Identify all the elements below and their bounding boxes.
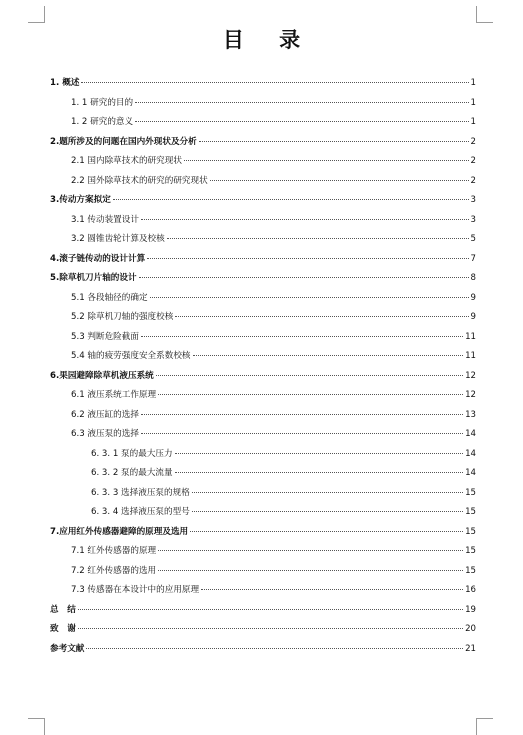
toc-entry[interactable]: [50, 308, 476, 328]
toc-entry[interactable]: [50, 230, 476, 250]
toc-entry-title: 2.题所涉及的问题在国内外现状及分析: [50, 136, 197, 147]
toc-entry-title: 6. 3. 4 选择液压泵的型号: [91, 507, 190, 517]
toc-entry-title: 3.1 传动装置设计: [71, 214, 139, 225]
toc-entry-page-number: 2: [470, 136, 476, 147]
dot-leader: [78, 628, 463, 629]
toc-entry-page-number: 13: [465, 409, 476, 420]
toc-entry[interactable]: [50, 464, 476, 484]
toc-entry[interactable]: [50, 250, 476, 270]
dot-leader: [135, 102, 468, 103]
toc-entry-title: 3.传动方案拟定: [50, 195, 111, 205]
toc-entry-page-number: 15: [465, 526, 476, 537]
toc-entry[interactable]: [50, 113, 476, 133]
toc-entry-page-number: 11: [465, 351, 476, 361]
toc-entry-page-number: 14: [465, 448, 476, 459]
toc-entry-page-number: 2: [470, 156, 476, 166]
toc-entry[interactable]: [50, 191, 476, 211]
toc-entry-title: 7.应用红外传感器避障的原理及选用: [50, 526, 189, 537]
toc-entry-title: 5.3 判断危险截面: [71, 331, 139, 342]
dot-leader: [192, 492, 463, 493]
toc-entry-title: 致 谢: [50, 624, 76, 634]
table-of-contents: [50, 74, 476, 659]
toc-entry-page-number: 11: [465, 331, 476, 342]
toc-entry[interactable]: [50, 152, 476, 172]
toc-entry-page-number: 15: [465, 546, 476, 556]
dot-leader: [201, 589, 463, 590]
crop-mark-top-left: [28, 6, 45, 23]
dot-leader: [86, 648, 463, 649]
toc-entry-page-number: 12: [465, 370, 476, 381]
toc-entry[interactable]: [50, 406, 476, 426]
dot-leader: [139, 277, 469, 278]
dot-leader: [175, 316, 468, 317]
toc-entry-title: 4.滚子链传动的设计计算: [50, 253, 146, 264]
toc-entry-page-number: 15: [465, 487, 476, 498]
toc-entry-title: 6. 3. 1 泵的最大压力: [91, 448, 173, 459]
toc-entry-title: 5.4 轴的疲劳强度安全系数校核: [71, 351, 191, 361]
dot-leader: [141, 414, 463, 415]
dot-leader: [192, 511, 463, 512]
toc-entry-title: 参考文献: [50, 643, 85, 654]
toc-entry[interactable]: [50, 601, 476, 621]
toc-entry-page-number: 1: [470, 78, 476, 88]
dot-leader: [81, 82, 468, 83]
toc-entry-title: 6.果园避障除草机液压系统: [50, 370, 154, 381]
toc-entry-title: 3.2 圆锥齿轮计算及校核: [71, 234, 165, 244]
toc-entry-title: 6.3 液压泵的选择: [71, 429, 139, 439]
toc-entry[interactable]: [50, 425, 476, 445]
toc-entry[interactable]: [50, 94, 476, 114]
toc-entry-title: 6. 3. 3 选择液压泵的规格: [91, 487, 190, 498]
toc-entry-title: 5.除草机刀片轴的设计: [50, 273, 137, 283]
toc-entry[interactable]: [50, 269, 476, 289]
toc-entry[interactable]: [50, 562, 476, 582]
toc-entry[interactable]: [50, 347, 476, 367]
toc-entry[interactable]: [50, 640, 476, 660]
crop-mark-bottom-left: [28, 718, 45, 735]
toc-entry-page-number: 15: [465, 507, 476, 517]
toc-entry-title: 1. 2 研究的意义: [71, 117, 134, 127]
toc-entry[interactable]: [50, 581, 476, 601]
dot-leader: [210, 180, 469, 181]
dot-leader: [158, 394, 463, 395]
toc-entry[interactable]: [50, 386, 476, 406]
dot-leader: [158, 570, 463, 571]
toc-entry[interactable]: [50, 328, 476, 348]
dot-leader: [167, 238, 469, 239]
toc-entry-page-number: 20: [465, 624, 476, 634]
toc-entry-title: 2.2 国外除草技术的研究的研究现状: [71, 175, 208, 186]
toc-entry-page-number: 19: [465, 604, 476, 615]
dot-leader: [184, 160, 469, 161]
crop-mark-bottom-right: [476, 718, 493, 735]
toc-entry-title: 6.1 液压系统工作原理: [71, 390, 157, 400]
toc-entry[interactable]: [50, 445, 476, 465]
toc-entry-title: 总 结: [50, 604, 76, 615]
toc-entry-page-number: 16: [465, 585, 476, 595]
toc-entry-page-number: 8: [470, 273, 476, 283]
dot-leader: [199, 141, 469, 142]
toc-entry-page-number: 12: [465, 390, 476, 400]
dot-leader: [190, 531, 463, 532]
toc-entry[interactable]: [50, 289, 476, 309]
toc-entry-page-number: 3: [470, 195, 476, 205]
toc-entry[interactable]: [50, 74, 476, 94]
toc-entry-title: 7.1 红外传感器的原理: [71, 546, 157, 556]
dot-leader: [135, 121, 468, 122]
toc-entry[interactable]: [50, 523, 476, 543]
toc-entry[interactable]: [50, 133, 476, 153]
toc-entry[interactable]: [50, 620, 476, 640]
toc-entry[interactable]: [50, 503, 476, 523]
dot-leader: [175, 472, 463, 473]
toc-entry[interactable]: [50, 542, 476, 562]
dot-leader: [175, 453, 463, 454]
toc-entry-page-number: 3: [470, 214, 476, 225]
toc-entry-title: 7.2 红外传感器的选用: [71, 565, 157, 576]
toc-entry-page-number: 9: [470, 292, 476, 303]
toc-entry-page-number: 15: [465, 565, 476, 576]
toc-entry-page-number: 5: [470, 234, 476, 244]
toc-entry-page-number: 9: [470, 312, 476, 322]
toc-entry-title: 2.1 国内除草技术的研究现状: [71, 156, 182, 166]
toc-entry-page-number: 14: [465, 429, 476, 439]
toc-entry-page-number: 1: [470, 117, 476, 127]
toc-entry[interactable]: [50, 211, 476, 231]
toc-entry-title: 1. 概述: [50, 78, 80, 88]
toc-entry-page-number: 7: [470, 253, 476, 264]
toc-entry-page-number: 14: [465, 468, 476, 478]
dot-leader: [141, 336, 463, 337]
toc-entry-title: 1. 1 研究的目的: [71, 97, 134, 108]
dot-leader: [150, 297, 469, 298]
page-title: 目 录: [222, 27, 315, 52]
dot-leader: [141, 219, 469, 220]
crop-mark-top-right: [476, 6, 493, 23]
toc-entry[interactable]: [50, 367, 476, 387]
dot-leader: [113, 199, 469, 200]
dot-leader: [158, 550, 463, 551]
dot-leader: [78, 609, 463, 610]
toc-entry-page-number: 2: [470, 175, 476, 186]
toc-entry-title: 6. 3. 2 泵的最大流量: [91, 468, 173, 478]
toc-entry[interactable]: [50, 484, 476, 504]
toc-entry-page-number: 1: [470, 97, 476, 108]
dot-leader: [147, 258, 468, 259]
toc-entry-title: 5.2 除草机刀轴的强度校核: [71, 312, 174, 322]
toc-entry-page-number: 21: [465, 643, 476, 654]
dot-leader: [193, 355, 464, 356]
dot-leader: [156, 375, 463, 376]
dot-leader: [141, 433, 463, 434]
toc-entry[interactable]: [50, 172, 476, 192]
toc-entry-title: 5.1 各段轴径的确定: [71, 292, 148, 303]
toc-entry-title: 7.3 传感器在本设计中的应用原理: [71, 585, 200, 595]
toc-entry-title: 6.2 液压缸的选择: [71, 409, 139, 420]
